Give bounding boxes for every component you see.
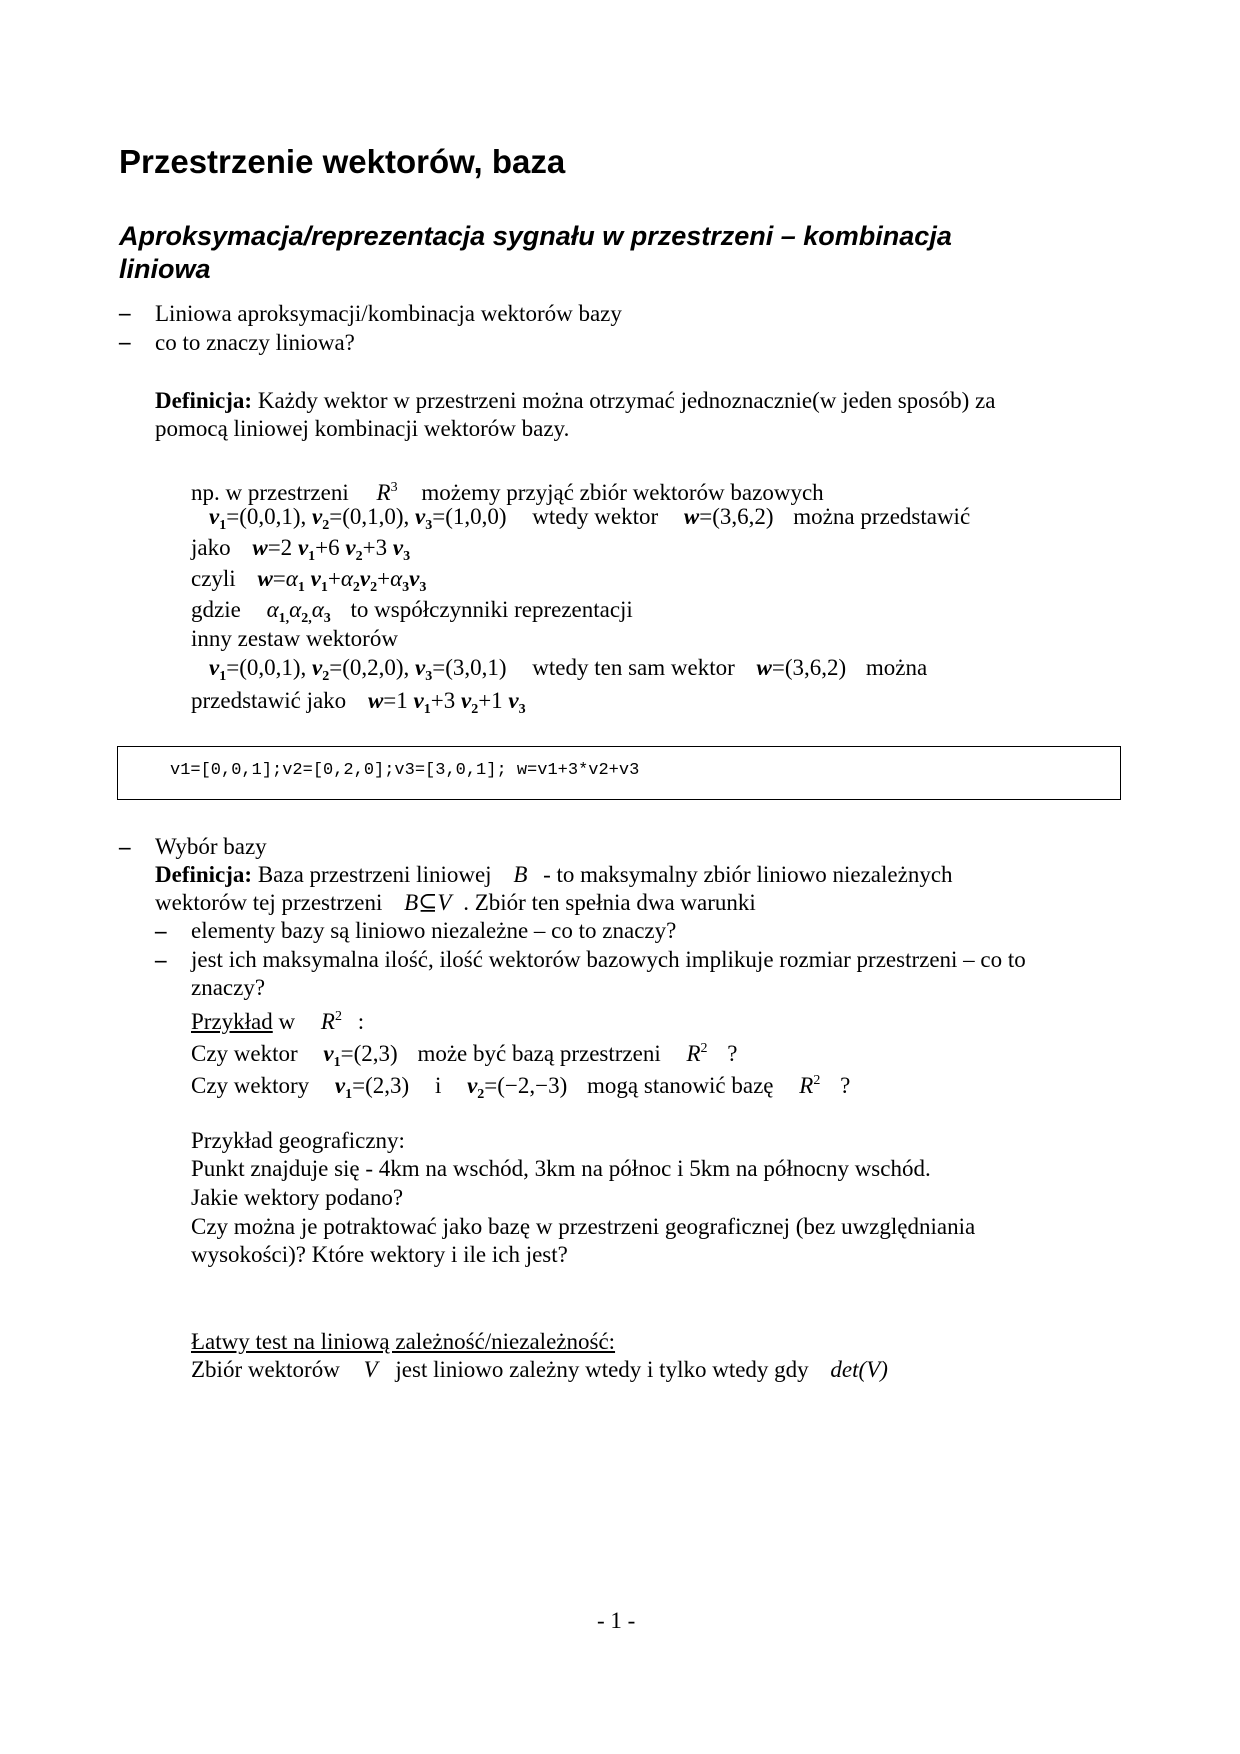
test-title: Łatwy test na liniową zależność/niezależność: — [191, 1329, 616, 1354]
coefficients-line: gdzie $\alpha_{1,}\alpha_{2,}\alpha_3$ to współczynniki reprezentacji — [191, 597, 633, 626]
definition-label: Definicja: — [155, 388, 253, 413]
other-set-label: inny zestaw wektorów — [191, 626, 398, 651]
definition-2-line1: Definicja: Baza przestrzeni liniowej B - to maksymalny zbiór liniowo niezależnych — [155, 862, 953, 887]
bullet-what-means-linear: co to znaczy liniowa? — [155, 330, 355, 355]
condition-2-line2: znaczy? — [191, 975, 266, 1000]
example-intro: np. w przestrzeni $R^3$ możemy przyjąć zbiór wektorów bazowych — [191, 480, 824, 505]
section-heading-line2: liniowa — [119, 254, 211, 284]
bullet-linear-approximation: Liniowa aproksymacji/kombinacja wektorów bazy — [155, 301, 622, 326]
definition-1-line2: pomocą liniowej kombinacji wektorów bazy. — [155, 416, 570, 441]
geo-line1: Punkt znajduje się - 4km na wschód, 3km na północ i 5km na północny wschód. — [191, 1156, 931, 1181]
definition-2-line2: wektorów tej przestrzeni B⊆V . Zbiór ten spełnia dwa warunki — [155, 890, 756, 915]
page-number: - 1 - — [597, 1608, 636, 1633]
bullet-dash: – — [155, 918, 167, 943]
combination-1: jako w=2 $v_1+6$ $v_2+3$ $v_3$ — [191, 535, 411, 564]
condition-2-line1: jest ich maksymalna ilość, ilość wektorów bazowych implikuje rozmiar przestrzeni – co to — [191, 947, 1026, 972]
bullet-dash: – — [119, 329, 131, 354]
page-title: Przestrzenie wektorów, baza — [119, 143, 566, 180]
basis-set-1: $v_1=(0,0,1)$, $v_2=(0,1,0)$, $v_3=(1,0,0)$ wtedy wektor w=(3,6,2) można przedstawić — [209, 504, 971, 533]
bullet-dash: – — [155, 947, 167, 972]
section-heading-line1: Aproksymacja/reprezentacja sygnału w przestrzeni – kombinacja — [119, 221, 952, 251]
bullet-basis-choice: Wybór bazy — [155, 834, 267, 859]
geo-line4: wysokości)? Które wektory i ile ich jest? — [191, 1242, 568, 1267]
condition-1: elementy bazy są liniowo niezależne – co to znaczy? — [191, 918, 677, 943]
definition-label: Definicja: — [155, 862, 253, 887]
geo-line3: Czy można je potraktować jako bazę w przestrzeni geograficznej (bez uwzględniania — [191, 1214, 976, 1239]
question-2: Czy wektory $v_1=(2,3)$ i $v_2=(-2,-3)$ mogą stanowić bazę $R^2$ ? — [191, 1073, 851, 1102]
definition-1-line1: Definicja: Każdy wektor w przestrzeni można otrzymać jednoznacznie(w jeden sposób) za — [155, 388, 996, 413]
test-line: Zbiór wektorów V jest liniowo zależny wtedy i tylko wtedy gdy det(V) — [191, 1357, 888, 1382]
geo-title: Przykład geograficzny: — [191, 1128, 405, 1153]
code-snippet: v1=[0,0,1];v2=[0,2,0];v3=[3,0,1]; w=v1+3*v2+v3 — [170, 761, 640, 780]
combination-general: czyli $w=\alpha_1$ $v_1+\alpha_2v_2+\alpha_3v_3$ — [191, 566, 427, 595]
geo-line2: Jakie wektory podano? — [191, 1185, 404, 1210]
code-box — [117, 746, 1121, 800]
question-1: Czy wektor $v_1=(2,3)$ może być bazą przestrzeni $R^2$ ? — [191, 1041, 738, 1070]
bullet-dash: – — [119, 300, 131, 325]
example-r2: Przykład w $R^2$ : — [191, 1009, 365, 1034]
basis-set-2: $v_1=(0,0,1)$, $v_2=(0,2,0)$, $v_3=(3,0,1)$ wtedy ten sam wektor w=(3,6,2) można — [209, 655, 928, 684]
combination-2: przedstawić jako w=1 $v_1+3$ $v_2+1$ $v_3$ — [191, 688, 526, 717]
bullet-dash: – — [119, 834, 131, 859]
